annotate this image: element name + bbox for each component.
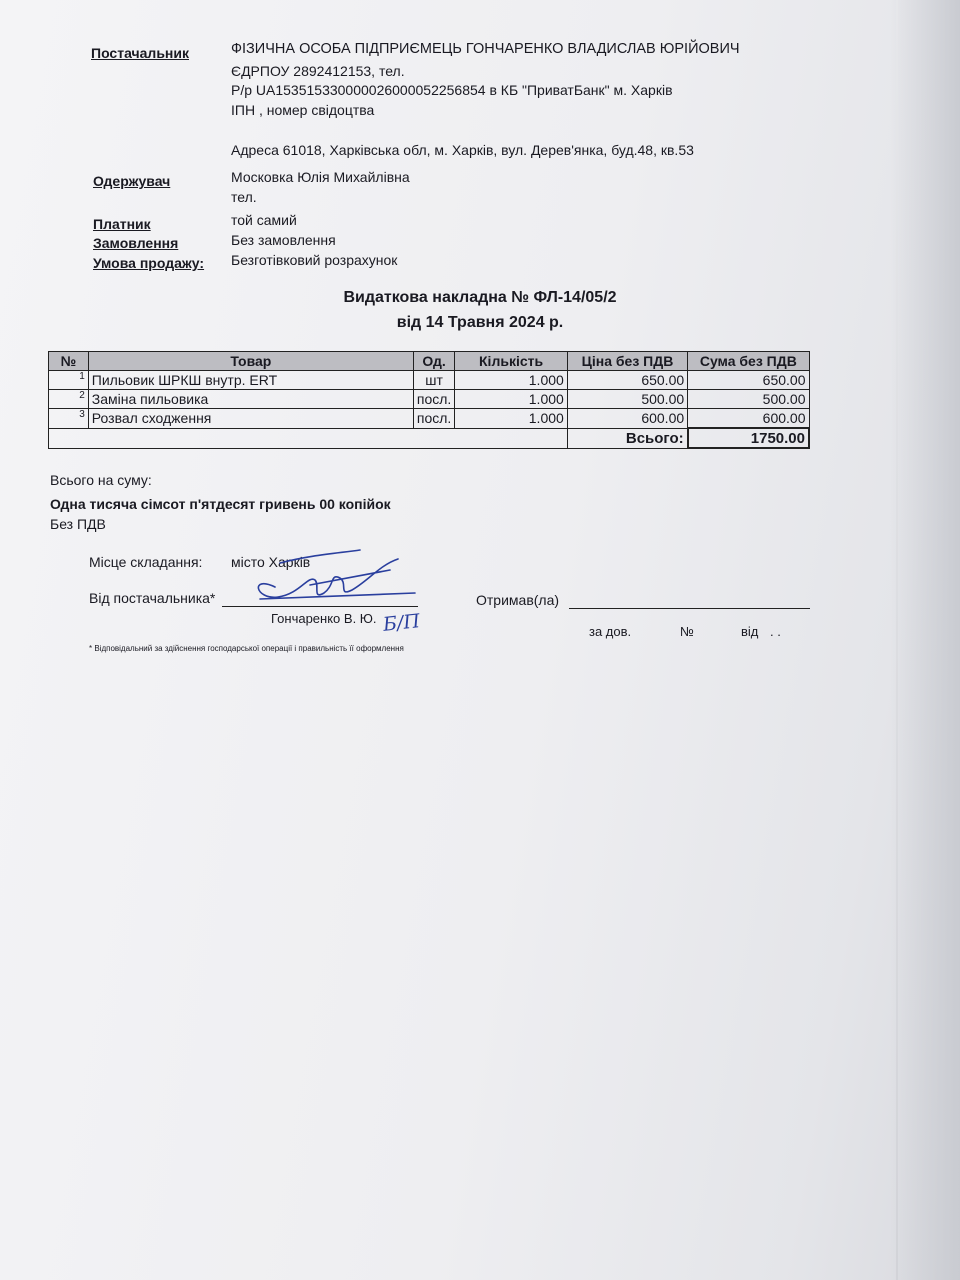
row-number: 2 (49, 390, 89, 409)
footnote: * Відповідальний за здійснення господарської операції і правильність її оформлення (89, 644, 404, 653)
sum-words-text: Одна тисяча сімсот п'ятдесят гривень 00 копійок (50, 496, 391, 512)
sale-terms-label: Умова продажу: (93, 255, 205, 271)
page-shadow (890, 0, 960, 1280)
proxy-date-dots: . . (770, 624, 781, 639)
row-item: Розвал сходження (88, 409, 413, 429)
proxy-from-label: від (741, 624, 759, 639)
order-label: Замовлення (93, 235, 179, 251)
row-unit: шт (413, 371, 454, 390)
goods-table (48, 351, 810, 449)
from-supplier-label: Від постачальника* (89, 590, 216, 606)
table-row (49, 371, 810, 390)
supplier-name: ФІЗИЧНА ОСОБА ПІДПРИЄМЕЦЬ ГОНЧАРЕНКО ВЛАДИСЛАВ ЮРІЙОВИЧ (231, 41, 740, 57)
col-header-number: № (49, 352, 89, 371)
place-value: місто Харків (231, 554, 311, 570)
supplier-account: Р/р UA153515330000026000052256854 в КБ "ПриватБанк" м. Харків (231, 82, 673, 98)
row-number: 1 (49, 371, 89, 390)
supplier-address: Адреса 61018, Харківська обл, м. Харків, вул. Дерев'янка, буд.48, кв.53 (231, 142, 694, 158)
col-header-unit: Од. (413, 352, 454, 371)
row-price: 650.00 (567, 371, 687, 390)
row-item: Пильовик ШРКШ внутр. ERT (88, 371, 413, 390)
total-label: Всього: (567, 428, 687, 448)
total-row (49, 428, 810, 448)
table-header-row (49, 352, 810, 371)
row-number: 3 (49, 409, 89, 429)
recipient-phone: тел. (231, 189, 257, 205)
paper-edge (896, 0, 898, 1280)
col-header-item: Товар (88, 352, 413, 371)
row-sum: 500.00 (688, 390, 809, 409)
total-value: 1750.00 (688, 428, 809, 448)
sum-words-label: Всього на суму: (50, 472, 152, 488)
row-qty: 1.000 (455, 409, 568, 429)
payer-value: той самий (231, 212, 297, 228)
row-sum: 650.00 (688, 371, 809, 390)
proxy-number-label: № (680, 624, 694, 639)
sale-terms-value: Безготівковий розрахунок (231, 252, 398, 268)
col-header-qty: Кількість (455, 352, 568, 371)
document-date-row (0, 314, 960, 332)
vat-note: Без ПДВ (50, 516, 106, 532)
row-item: Заміна пильовика (88, 390, 413, 409)
received-signature-line (569, 608, 810, 609)
by-proxy-label: за дов. (589, 624, 632, 639)
row-price: 500.00 (567, 390, 687, 409)
table-row (49, 390, 810, 409)
col-header-price: Ціна без ПДВ (567, 352, 687, 371)
supplier-signer-name: Гончаренко В. Ю. (271, 611, 377, 626)
row-price: 600.00 (567, 409, 687, 429)
received-label: Отримав(ла) (476, 592, 560, 608)
row-unit: посл. (413, 409, 454, 429)
row-sum: 600.00 (688, 409, 809, 429)
recipient-label: Одержувач (93, 173, 171, 189)
signature-scribble (220, 545, 430, 615)
col-header-sum: Сума без ПДВ (688, 352, 809, 371)
place-label: Місце складання: (89, 554, 203, 570)
supplier-label: Постачальник (91, 45, 189, 61)
row-qty: 1.000 (455, 371, 568, 390)
recipient-name: Московка Юлія Михайлівна (231, 169, 410, 185)
order-value: Без замовлення (231, 232, 336, 248)
document-title (0, 289, 960, 307)
handwritten-note: Б/П (381, 610, 421, 636)
row-qty: 1.000 (455, 390, 568, 409)
supplier-ipn: ІПН , номер свідоцтва (231, 102, 375, 118)
supplier-edrpou: ЄДРПОУ 2892412153, тел. (231, 63, 405, 79)
row-unit: посл. (413, 390, 454, 409)
document-date: від 14 Травня 2024 р. (396, 314, 564, 331)
document-title-text: Видаткова накладна № ФЛ-14/05/2 (343, 289, 617, 306)
table-row (49, 409, 810, 429)
payer-label: Платник (93, 216, 151, 232)
